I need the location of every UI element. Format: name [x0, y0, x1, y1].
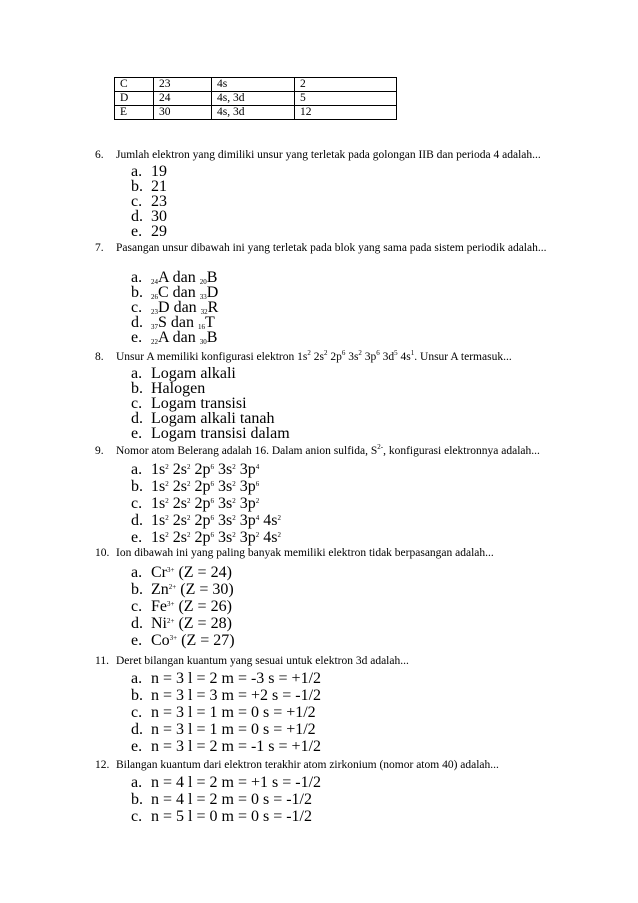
- option-text: $Zn^{2+}$ (Z = 30): [151, 581, 234, 598]
- option-label: e.: [131, 329, 143, 346]
- table-cell: 23: [154, 78, 212, 92]
- option-text: $Ni^{2+}$ (Z = 28): [151, 615, 232, 632]
- option-text: n = 3 l = 3 m = +2 s = -1/2: [151, 687, 322, 704]
- option-text: $_{23}$D dan $_{32}$R: [151, 299, 219, 316]
- option-text: $1s^2$ $2s^2$ $2p^6$ $3s^2$ $3p^2$: [151, 495, 260, 512]
- table-row: [115, 92, 397, 106]
- table-row: [115, 106, 397, 120]
- option-label: e.: [131, 425, 143, 442]
- option-label: a.: [131, 461, 143, 478]
- question-text: Ion dibawah ini yang paling banyak memiliki elektron tidak berpasangan adalah...: [116, 547, 494, 559]
- option-label: b.: [131, 581, 143, 598]
- question-text: Bilangan kuantum dari elektron terakhir atom zirkonium (nomor atom 40) adalah...: [116, 759, 499, 771]
- question-number: 8.: [95, 351, 104, 363]
- option-label: a.: [131, 163, 143, 180]
- option-text: Logam alkali tanah: [151, 410, 275, 427]
- option-label: c.: [131, 704, 143, 721]
- element-table: [114, 77, 397, 120]
- option-text: 29: [151, 223, 167, 240]
- option-text: n = 3 l = 2 m = -3 s = +1/2: [151, 670, 322, 687]
- option-label: c.: [131, 495, 143, 512]
- option-label: b.: [131, 380, 143, 397]
- option-text: $_{24}$A dan $_{20}$B: [151, 269, 218, 286]
- option-label: d.: [131, 410, 143, 427]
- option-text: $Fe^{3+}$ (Z = 26): [151, 598, 232, 615]
- table-row: [115, 78, 397, 92]
- option-label: c.: [131, 395, 143, 412]
- option-text: $_{22}$A dan $_{30}$B: [151, 329, 218, 346]
- table-cell: 12: [295, 106, 397, 120]
- table-cell: C: [115, 78, 154, 92]
- table-cell: D: [115, 92, 154, 106]
- option-text: $1s^2$ $2s^2$ $2p^6$ $3s^2$ $3p^4$: [151, 461, 260, 478]
- option-text: Logam alkali: [151, 365, 236, 382]
- table-cell: E: [115, 106, 154, 120]
- option-label: e.: [131, 223, 143, 240]
- option-label: d.: [131, 721, 143, 738]
- option-label: e.: [131, 632, 143, 649]
- option-text: Logam transisi dalam: [151, 425, 290, 442]
- option-text: $1s^2$ $2s^2$ $2p^6$ $3s^2$ $3p^2$ $4s^2$: [151, 529, 281, 546]
- option-text: n = 5 l = 0 m = 0 s = -1/2: [151, 808, 312, 825]
- table-cell: 24: [154, 92, 212, 106]
- option-text: $_{37}$S dan $_{16}$T: [151, 314, 215, 331]
- table-cell: 30: [154, 106, 212, 120]
- table-cell: 4s, 3d: [212, 106, 295, 120]
- question-number: 10.: [95, 547, 110, 559]
- option-label: c.: [131, 299, 143, 316]
- option-text: 21: [151, 178, 167, 195]
- question-number: 11.: [95, 655, 109, 667]
- option-label: c.: [131, 598, 143, 615]
- option-label: a.: [131, 365, 143, 382]
- option-text: $Co^{3+}$ (Z = 27): [151, 632, 235, 649]
- option-label: b.: [131, 284, 143, 301]
- question-text: Jumlah elektron yang dimiliki unsur yang terletak pada golongan IIB dan perioda 4 adalah...: [116, 149, 541, 161]
- option-label: a.: [131, 564, 143, 581]
- table-cell: 2: [295, 78, 397, 92]
- question-number: 9.: [95, 445, 104, 457]
- question-number: 7.: [95, 242, 104, 254]
- option-text: $_{26}$C dan $_{33}$D: [151, 284, 219, 301]
- option-text: n = 3 l = 2 m = -1 s = +1/2: [151, 738, 322, 755]
- option-text: 30: [151, 208, 167, 225]
- option-label: a.: [131, 670, 143, 687]
- option-label: b.: [131, 478, 143, 495]
- option-text: n = 4 l = 2 m = +1 s = -1/2: [151, 774, 322, 791]
- option-label: d.: [131, 314, 143, 331]
- option-text: 19: [151, 163, 167, 180]
- table-cell: 5: [295, 92, 397, 106]
- option-label: b.: [131, 687, 143, 704]
- option-text: $1s^2$ $2s^2$ $2p^6$ $3s^2$ $3p^6$: [151, 478, 260, 495]
- question-text: Nomor atom Belerang adalah 16. Dalam anion sulfida, $S^{2-}$, konfigurasi elektronnya adalah...: [116, 443, 540, 457]
- option-text: n = 3 l = 1 m = 0 s = +1/2: [151, 721, 316, 738]
- question-number: 6.: [95, 149, 104, 161]
- option-label: c.: [131, 808, 143, 825]
- option-text: Halogen: [151, 380, 206, 397]
- option-label: d.: [131, 208, 143, 225]
- option-text: Logam transisi: [151, 395, 247, 412]
- option-label: a.: [131, 774, 143, 791]
- option-text: $1s^2$ $2s^2$ $2p^6$ $3s^2$ $3p^4$ $4s^2$: [151, 512, 281, 529]
- question-text: Unsur A memiliki konfigurasi elektron $1s^2$ $2s^2$ $2p^6$ $3s^2$ $3p^6$ $3d^5$ $4s^1$. Unsur A termasuk...: [116, 349, 512, 363]
- question-text: Deret bilangan kuantum yang sesuai untuk elektron 3d adalah...: [116, 655, 409, 667]
- option-text: n = 4 l = 2 m = 0 s = -1/2: [151, 791, 312, 808]
- option-label: b.: [131, 791, 143, 808]
- option-label: c.: [131, 193, 143, 210]
- option-text: n = 3 l = 1 m = 0 s = +1/2: [151, 704, 316, 721]
- option-label: e.: [131, 738, 143, 755]
- option-label: e.: [131, 529, 143, 546]
- option-label: d.: [131, 615, 143, 632]
- question-number: 12.: [95, 759, 110, 771]
- option-label: b.: [131, 178, 143, 195]
- table-cell: 4s: [212, 78, 295, 92]
- option-text: $Cr^{3+}$ (Z = 24): [151, 564, 232, 581]
- option-label: d.: [131, 512, 143, 529]
- table-cell: 4s, 3d: [212, 92, 295, 106]
- option-text: 23: [151, 193, 167, 210]
- question-text: Pasangan unsur dibawah ini yang terletak pada blok yang sama pada sistem periodik adalah...: [116, 242, 547, 254]
- option-label: a.: [131, 269, 143, 286]
